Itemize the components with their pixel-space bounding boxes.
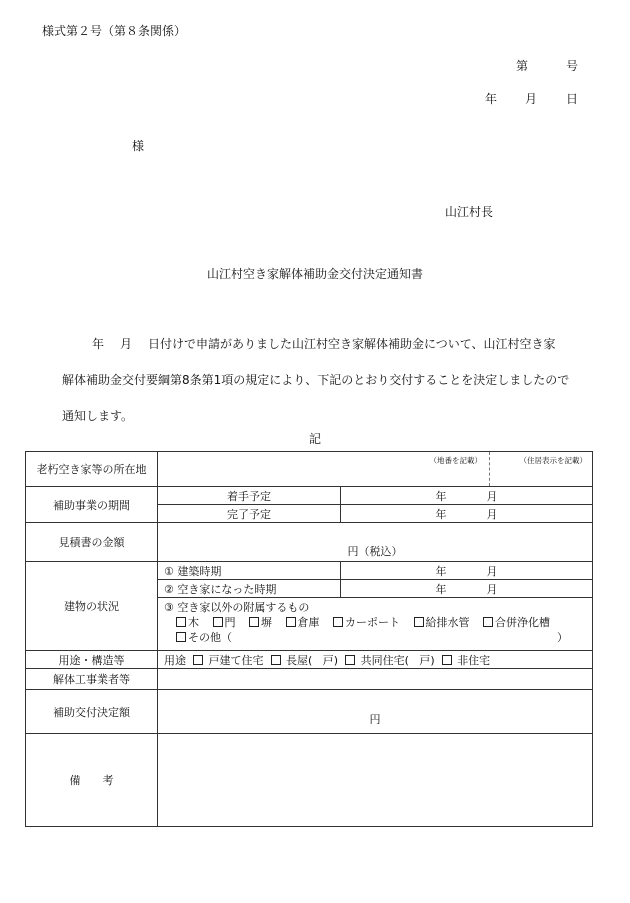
amount-unit: 円	[369, 713, 381, 726]
body-year: 年	[92, 337, 105, 351]
opt-carport[interactable]: カーポート	[333, 616, 400, 629]
body-line1: 日付けで申請がありました山江村空き家解体補助金について、山江村空き家	[148, 337, 556, 351]
use-label: 用途・構造等	[26, 651, 158, 669]
vacant-time-label: ② 空き家になった時期	[158, 580, 341, 598]
start-year: 年	[435, 489, 447, 503]
location-label: 老朽空き家等の所在地	[26, 452, 158, 487]
building-label: 建物の状況	[26, 562, 158, 651]
contractor-label: 解体工事業者等	[26, 669, 158, 690]
address-note: （住居表示を記載）	[519, 456, 587, 465]
built-time-label: ① 建築時期	[158, 562, 341, 580]
date-day: 日	[566, 92, 579, 106]
checkbox-icon	[176, 632, 186, 642]
start-date-field[interactable]	[341, 487, 593, 505]
ki-heading: 記	[308, 432, 321, 446]
checkbox-icon	[333, 617, 343, 627]
remarks-field[interactable]	[158, 734, 593, 827]
checkbox-icon[interactable]	[345, 655, 355, 665]
document-number-dai: 第	[516, 59, 529, 73]
use-apartment-units: 戸)	[419, 653, 435, 667]
vacant-date-field[interactable]	[341, 580, 593, 598]
estimate-label: 見積書の金額	[26, 523, 158, 562]
checkbox-icon	[483, 617, 493, 627]
attachments-cell	[158, 598, 593, 651]
built-date-field[interactable]	[341, 562, 593, 580]
start-label: 着手予定	[158, 487, 341, 505]
opt-fence[interactable]: 塀	[249, 616, 272, 629]
other-close-paren: ）	[557, 631, 568, 644]
use-prefix: 用途	[164, 653, 186, 667]
built-month: 月	[486, 564, 498, 578]
form-number: 様式第２号（第８条関係）	[42, 24, 187, 38]
built-year: 年	[435, 564, 447, 578]
use-apartment: 共同住宅(	[360, 653, 409, 667]
start-month: 月	[486, 489, 498, 503]
date-month: 月	[525, 92, 538, 106]
use-row-units: 戸)	[322, 653, 339, 667]
estimate-unit: 円（税込）	[347, 545, 403, 558]
sender-name: 山江村長	[445, 205, 494, 219]
checkbox-icon[interactable]	[442, 655, 452, 665]
checkbox-icon[interactable]	[271, 655, 281, 665]
opt-wood[interactable]: 木	[176, 616, 199, 629]
divider	[489, 452, 490, 486]
checkbox-icon	[286, 617, 296, 627]
checkbox-icon	[414, 617, 424, 627]
body-month: 月	[120, 337, 133, 351]
attachments-label: ③ 空き家以外の附属するもの	[164, 601, 310, 614]
remarks-label: 備 考	[26, 734, 158, 827]
checkbox-icon	[213, 617, 223, 627]
amount-label: 補助交付決定額	[26, 690, 158, 734]
document-number-go: 号	[566, 59, 579, 73]
end-date-field[interactable]	[341, 505, 593, 523]
addressee-sama: 様	[132, 139, 145, 153]
vacant-year: 年	[435, 582, 447, 596]
vacant-month: 月	[486, 582, 498, 596]
document-title: 山江村空き家解体補助金交付決定通知書	[206, 267, 423, 281]
end-year: 年	[435, 507, 447, 521]
location-field[interactable]	[158, 452, 593, 487]
checkbox-icon[interactable]	[193, 655, 203, 665]
checkbox-icon	[249, 617, 259, 627]
estimate-field[interactable]	[158, 523, 593, 562]
opt-storehouse[interactable]: 倉庫	[286, 616, 320, 629]
opt-other[interactable]: その他（	[176, 630, 232, 645]
use-field	[158, 651, 593, 669]
body-text	[62, 326, 592, 434]
body-line3: 通知します。	[62, 409, 134, 423]
use-row-house: 長屋(	[286, 653, 313, 667]
use-non-residential: 非住宅	[457, 653, 491, 667]
opt-plumbing[interactable]: 給排水管	[414, 616, 470, 629]
checkbox-icon	[176, 617, 186, 627]
lot-number-note: （地番を記載）	[429, 456, 482, 465]
amount-field[interactable]	[158, 690, 593, 734]
period-label: 補助事業の期間	[26, 487, 158, 523]
contractor-field[interactable]	[158, 669, 593, 690]
use-detached: 戸建て住宅	[208, 653, 264, 667]
date-year: 年	[485, 92, 498, 106]
opt-septic[interactable]: 合併浄化槽	[483, 616, 550, 629]
end-label: 完了予定	[158, 505, 341, 523]
body-line2: 解体補助金交付要綱第8条第1項の規定により、下記のとおり交付することを決定しましたので	[62, 373, 570, 387]
opt-gate[interactable]: 門	[213, 616, 236, 629]
end-month: 月	[486, 507, 498, 521]
subsidy-table	[25, 451, 593, 827]
